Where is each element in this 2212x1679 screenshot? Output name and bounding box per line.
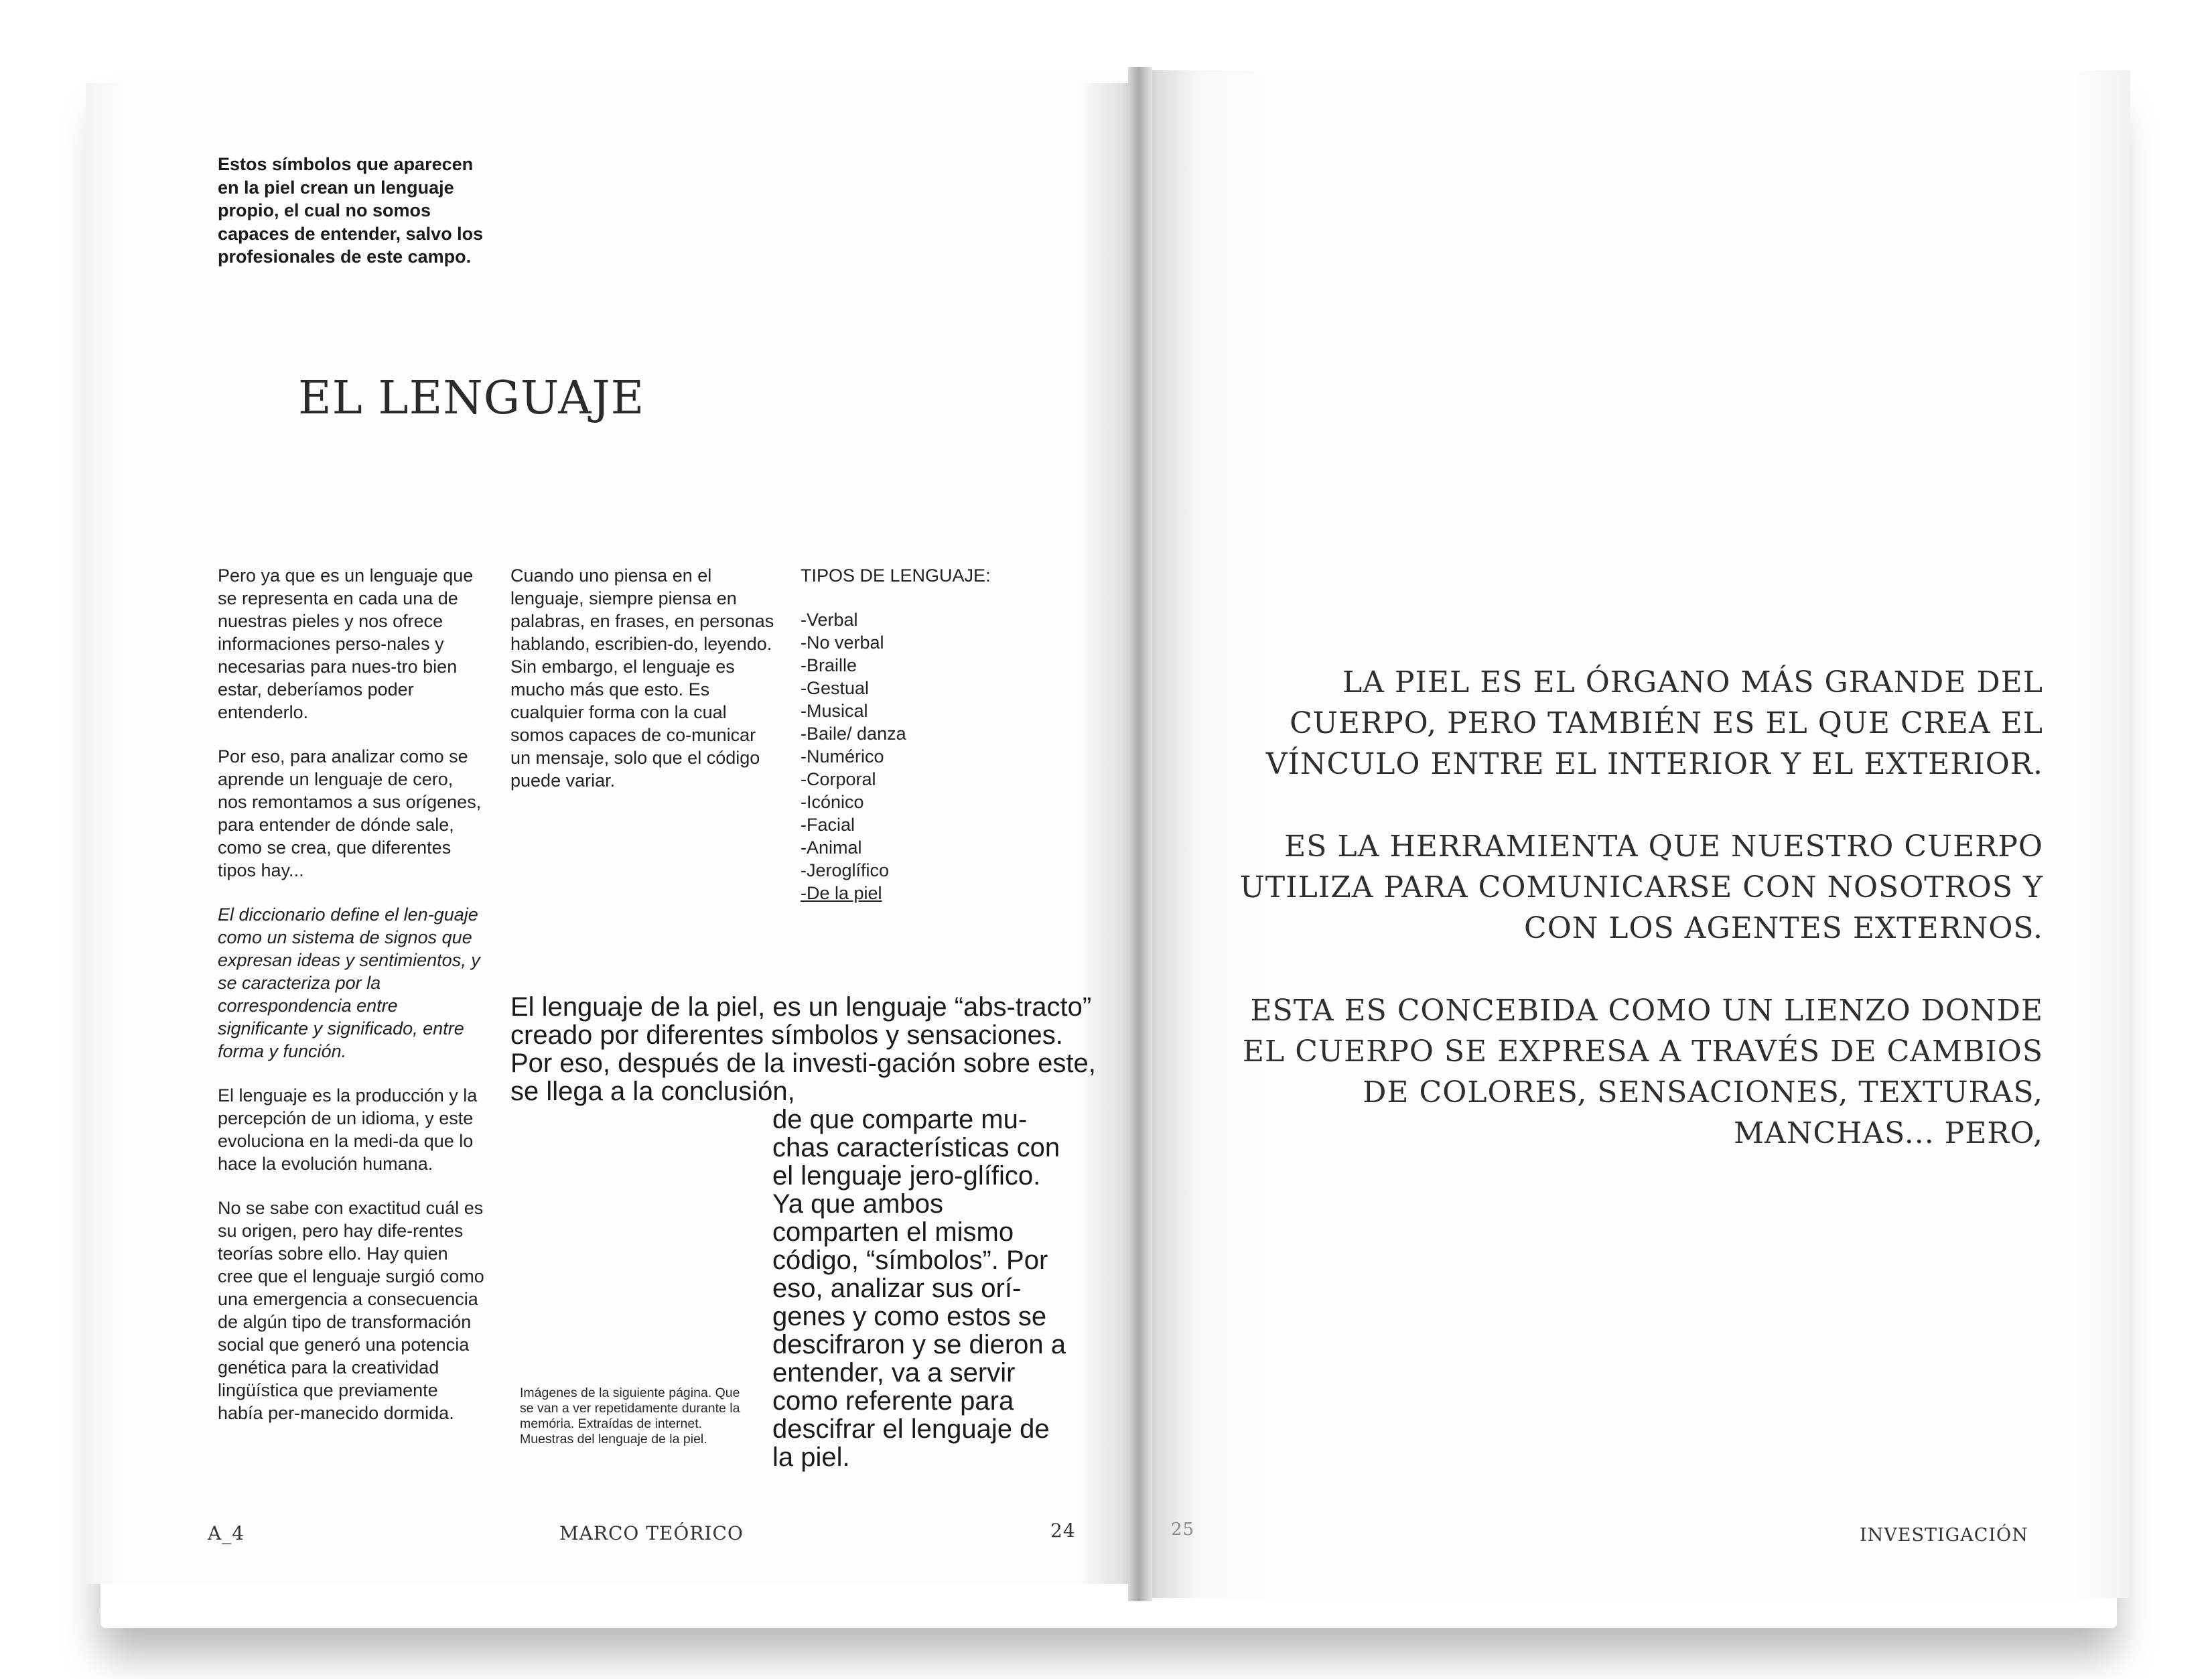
list-item: -Musical [801, 701, 868, 721]
list-item: -Braille [801, 655, 857, 675]
column-2 [510, 564, 775, 813]
list-item: -Verbal [801, 610, 858, 630]
list-item: -Gestual [801, 678, 870, 698]
list-item: -Jeroglífico [801, 860, 890, 880]
footer-section-left: MARCO TEÓRICO [559, 1522, 744, 1544]
quote-paragraph-2: ES LA HERRAMIENTA QUE NUESTRO CUERPO UTILIZA PARA COMUNICARSE CON NOSOTROS Y CON LOS AGENTES EXTERNOS. [1239, 829, 2043, 945]
large-body-text-top: El lenguaje de la piel, es un lenguaje “abs-tracto” creado por diferentes símbolos y sensaciones. Por eso, después de la investi-gación sobre este, se llega a la conclusión, [510, 992, 1096, 1106]
quote-paragraph-3: ESTA ES CONCEBIDA COMO UN LIENZO DONDE EL CUERPO SE EXPRESA A TRAVÉS DE CAMBIOS DE COLORES, SENSACIONES, TEXTURAS, MANCHAS... PERO, [1242, 994, 2043, 1150]
book-gutter [1128, 67, 1152, 1601]
col2-paragraph-1: Cuando uno piensa en el lenguaje, siempre piensa en palabras, en frases, en personas hablando, escribien-do, leyendo. Sin embargo, el lenguaje es mucho más que esto. Es cualquier forma con la cual somos capaces de co-municar un mensaje, solo que el código puede variar. [510, 565, 774, 791]
col1-paragraph-1: Pero ya que es un lenguaje que se representa en cada una de nuestras pieles y nos ofrece informaciones perso-nales y necesarias para nues-tro bien estar, deberíamos poder entenderlo. [218, 565, 474, 722]
page-number-right: 25 [1171, 1520, 1195, 1540]
image-caption: Imágenes de la siguiente página. Que se van a ver repetidamente durante la memória. Extraídas de internet. Muestras del lenguaje de la piel. [520, 1386, 740, 1447]
col1-paragraph-2: Por eso, para analizar como se aprende un lenguaje de cero, nos remontamos a sus orígenes, para entender de dónde sale, como se crea, que diferentes tipos hay... [218, 746, 482, 880]
intro-text: Estos símbolos que aparecen en la piel crean un lenguaje propio, el cual no somos capaces de entender, salvo los profesionales de este campo. [218, 154, 484, 267]
page-title: EL LENGUAJE [298, 372, 645, 425]
col1-paragraph-4: El lenguaje es la producción y la percepción de un idioma, y este evoluciona en la medi-da que lo hace la evolución humana. [218, 1085, 478, 1174]
column-3-types [801, 564, 1001, 904]
list-item: -Icónico [801, 792, 864, 812]
list-item: -Numérico [801, 746, 884, 766]
types-list [801, 608, 1001, 904]
quote-paragraph-1: LA PIEL ES EL ÓRGANO MÁS GRANDE DEL CUERPO, PERO TAMBIÉN ES EL QUE CREA EL VÍNCULO ENTRE EL INTERIOR Y EL EXTERIOR. [1265, 665, 2043, 781]
list-item: -Animal [801, 837, 862, 858]
list-item: -Corporal [801, 769, 876, 789]
col1-definition-paragraph: El diccionario define el len-guaje como un sistema de signos que expresan ideas y sentimientos, y se caracteriza por la correspondencia entre significante y significado, entre forma y función. [218, 904, 480, 1061]
page-number-left: 24 [1050, 1520, 1076, 1542]
types-heading: TIPOS DE LENGUAJE: [801, 565, 991, 586]
pull-quote [1239, 662, 2043, 1195]
column-1 [218, 564, 486, 1446]
list-item: -Facial [801, 815, 855, 835]
col1-paragraph-5: No se sabe con exactitud cuál es su origen, pero hay dife-rentes teorías sobre ello. Hay quien cree que el lenguaje surgió como una emergencia a consecuencia de algún tipo de transformación social que generó una potencia genética para la creatividad lingüística que previamente había per-manecido dormida. [218, 1198, 484, 1423]
list-item-skin-language: -De la piel [801, 883, 882, 903]
list-item: -No verbal [801, 632, 884, 653]
footer-code: A_4 [208, 1522, 245, 1544]
list-item: -Baile/ danza [801, 724, 906, 744]
large-body-text-bottom: de que comparte mu-chas características con el lenguaje jero-glífico. Ya que ambos comparten el mismo código, “símbolos”. Por eso, analizar sus orí-genes y como estos se descifraron y se dieron a entender, va a servir como referente para descifrar el lenguaje de la piel. [772, 1105, 1066, 1472]
footer-section-right: INVESTIGACIÓN [1860, 1525, 2028, 1546]
